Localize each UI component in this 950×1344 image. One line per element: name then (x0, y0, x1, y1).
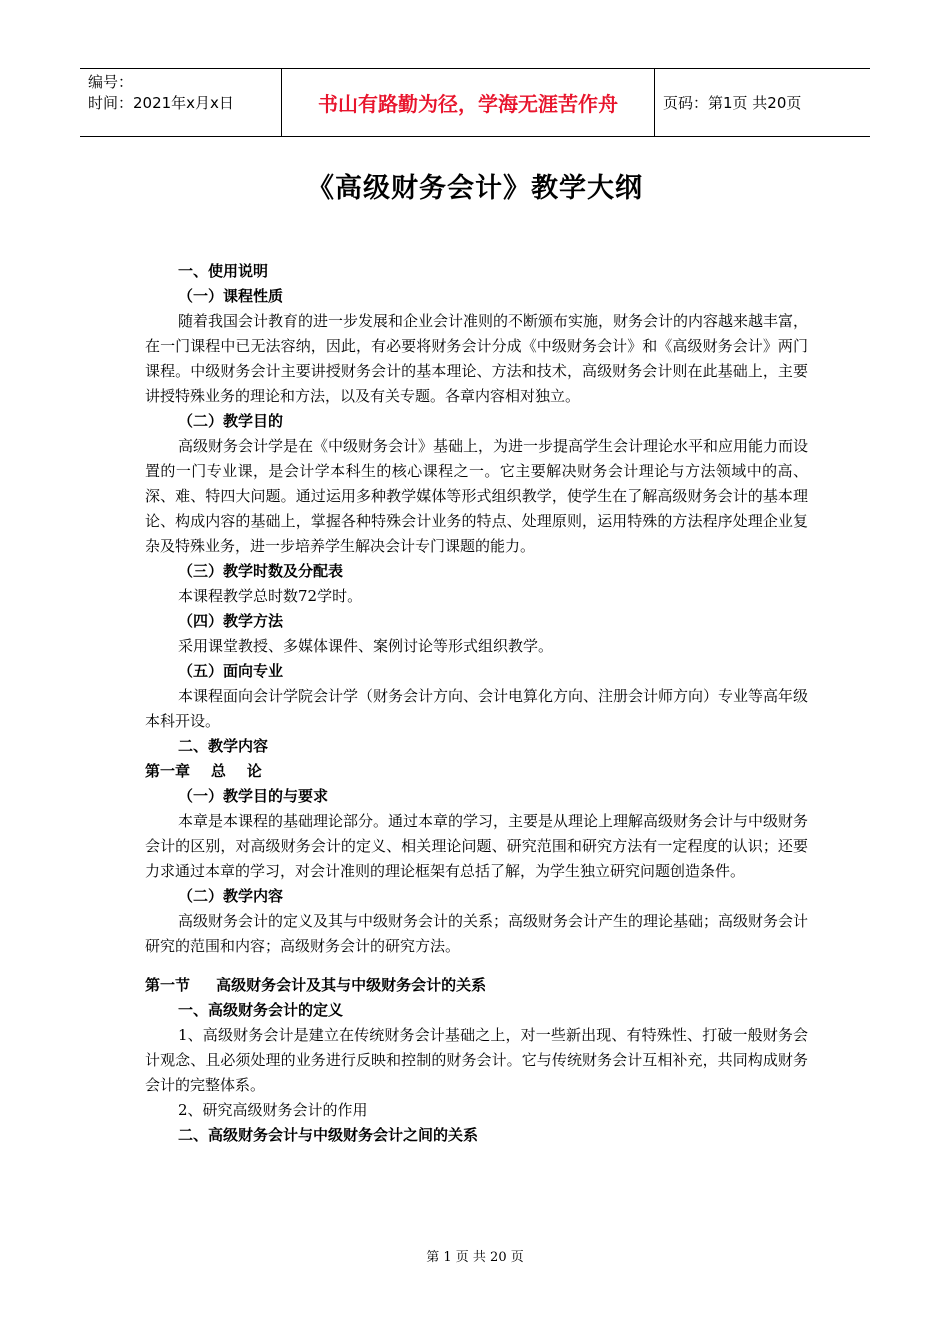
paragraph-chapter-content: 高级财务会计的定义及其与中级财务会计的关系；高级财务会计产生的理论基础；高级财务会计研究的范围和内容；高级财务会计的研究方法。 (145, 912, 809, 955)
paragraph-teaching-method: 采用课堂教授、多媒体课件、案例讨论等形式组织教学。 (178, 637, 554, 655)
chapter-title: 第一章 总 论 (145, 762, 262, 780)
document-body (145, 259, 808, 1148)
paragraph-teaching-goal: 高级财务会计学是在《中级财务会计》基础上，为进一步提高学生会计理论水平和应用能力而设置的一门专业课，是会计学本科生的核心课程之一。它主要解决财务会计理论与方法领域中的高、深、难、特四大问题。通过运用多种教学媒体等形式组织教学，使学生在了解高级财务会计的基本理论、构成内容的基础上，掌握各种特殊会计业务的特点、处理原则，运用特殊的方法程序处理企业复杂及特殊业务，进一步培养学生解决会计专门课题的能力。 (145, 437, 809, 555)
heading-chapter-goal: （一）教学目的与要求 (178, 787, 329, 805)
page-info: 页码：第1页 共20页 (663, 94, 802, 112)
heading-usage: 一、使用说明 (178, 262, 269, 280)
page-footer: 第 1 页 共 20 页 (426, 1250, 524, 1265)
heading-course-nature: （一）课程性质 (178, 287, 284, 305)
heading-relationship: 二、高级财务会计与中级财务会计之间的关系 (178, 1126, 479, 1144)
heading-teaching-hours: （三）教学时数及分配表 (178, 562, 344, 580)
heading-teaching-content: 二、教学内容 (178, 737, 269, 755)
paragraph-definition: 1、高级财务会计是建立在传统财务会计基础之上，对一些新出现、有特殊性、打破一般财务会计观念、且必须处理的业务进行反映和控制的财务会计。它与传统财务会计互相补充，共同构成财务会计的完整体系。 (145, 1026, 808, 1094)
heading-chapter-content: （二）教学内容 (178, 887, 284, 905)
header-left-cell (80, 69, 282, 136)
heading-teaching-method: （四）教学方法 (178, 612, 284, 630)
heading-target-major: （五）面向专业 (178, 662, 284, 680)
spacer (145, 959, 808, 973)
motto: 书山有路勤为径，学海无涯苦作舟 (282, 69, 655, 136)
heading-definition: 一、高级财务会计的定义 (178, 1001, 344, 1019)
number-label: 编号： (88, 73, 134, 91)
paragraph-course-nature: 随着我国会计教育的进一步发展和企业会计准则的不断颁布实施，财务会计的内容越来越丰富，在一门课程中已无法容纳，因此，有必要将财务会计分成《中级财务会计》和《高级财务会计》两门课程。中级财务会计主要讲授财务会计的基本理论、方法和技术，高级财务会计则在此基础上，主要讲授特殊业务的理论和方法，以及有关专题。各章内容相对独立。 (145, 312, 809, 405)
document-title: 《高级财务会计》教学大纲 (307, 173, 643, 204)
document-header (80, 68, 870, 137)
paragraph-role: 2、研究高级财务会计的作用 (178, 1101, 368, 1119)
paragraph-target-major: 本课程面向会计学院会计学（财务会计方向、会计电算化方向、注册会计师方向）专业等高年级本科开设。 (145, 687, 809, 730)
time-label: 时间：2021年x月x日 (88, 94, 234, 112)
heading-teaching-goal: （二）教学目的 (178, 412, 284, 430)
paragraph-chapter-goal: 本章是本课程的基础理论部分。通过本章的学习，主要是从理论上理解高级财务会计与中级财务会计的区别，对高级财务会计的定义、相关理论问题、研究范围和研究方法有一定程度的认识；还要力求通过本章的学习，对会计准则的理论框架有总括了解，为学生独立研究问题创造条件。 (145, 812, 809, 880)
section-title: 第一节 高级财务会计及其与中级财务会计的关系 (145, 976, 487, 994)
paragraph-teaching-hours: 本课程教学总时数72学时。 (178, 587, 363, 605)
